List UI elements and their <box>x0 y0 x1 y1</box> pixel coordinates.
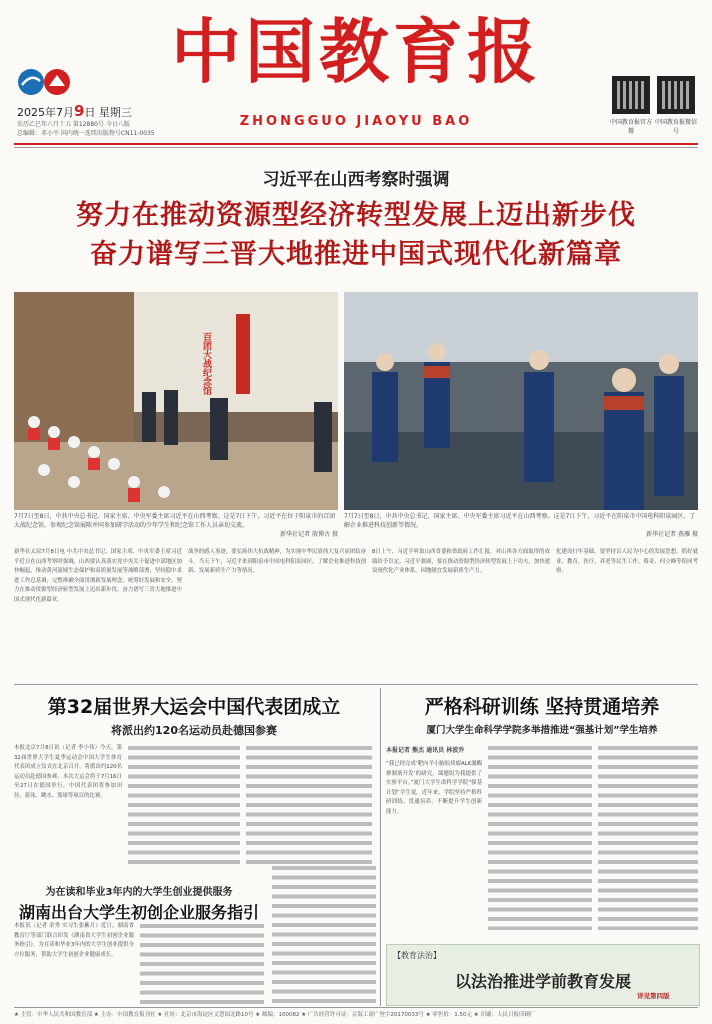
credit-left: 新华社记者 殷博古 摄 <box>280 531 338 538</box>
story-universiade-body-col-2 <box>128 746 240 864</box>
lead-kicker: 习近平在山西考察时强调 <box>262 170 450 190</box>
lead-body-col-3: 8日上午，习近平听取山西省委和省政府工作汇报，对山西各方面取得的成绩给予肯定。习近平强调，要在推动资源型经济转型发展上下功夫，加快建设现代化产业体系，因地制宜发展新质生产力。 <box>372 549 550 574</box>
story-hunan-title[interactable]: 湖南出台大学生初创企业服务指引 <box>18 903 259 922</box>
story-universiade-body-col-3 <box>246 746 372 864</box>
dateline <box>17 102 132 120</box>
footer-rule <box>14 1007 698 1008</box>
story-universiade-body: 本报北京7月8日讯（记者 李小伟）今天，第32届世界大学生夏季运动会中国大学生体育代表团成立仪式在北京召开，将派出约120名运动员赴德国参赛。本次大运会将于7月16日至27日在德国举行，中国代表团将参加田径、游泳、跳水、篮球等项目的比赛。 <box>14 745 122 799</box>
lead-body-col-1: 新华社太原7月8日电 中共中央总书记、国家主席、中央军委主席习近平近日在山西考察时强调，山西要认真落实党中央关于促进中部地区加快崛起、推动黄河流域生态保护和高质量发展等战略部署，坚持稳中求进工作总基调，完整准确全面贯彻新发展理念，统筹好发展和安全，努力在推动资源型经济转型发展上迈出新步伐，奋力谱写三晋大地推进中国式现代化新篇章。 <box>14 549 182 603</box>
masthead-rule <box>14 143 698 145</box>
story-xiamen-body-col-3 <box>598 746 698 930</box>
date-prefix: 2025年7月 <box>17 106 74 119</box>
credit-right: 新华社记者 燕雁 摄 <box>646 531 698 538</box>
story-xiamen-byline: 本报记者 熊杰 通讯员 林波乔 <box>386 747 465 754</box>
story-universiade-title[interactable]: 第32届世界大运会中国代表团成立 <box>47 696 341 718</box>
lead-body-col-4: 化建设打牢基础。要坚持以人民为中心的发展思想，抓好就业、教育、医疗、养老等民生工作。蔡奇、何立峰等陪同考察。 <box>556 549 698 574</box>
story-hunan-body-col-2 <box>140 924 264 1004</box>
weibo-qr-label: 中国教育报官方微 <box>609 119 652 135</box>
story-xiamen-title[interactable]: 严格科研训练 坚持贯通培养 <box>424 696 660 718</box>
wechat-qr-code[interactable] <box>657 76 695 114</box>
masthead-title: 中国教育报 <box>171 10 541 93</box>
weibo-qr-code[interactable] <box>612 76 650 114</box>
story-universiade-subtitle: 将派出约120名运动员赴德国参赛 <box>111 724 277 737</box>
story-universiade-continued <box>272 866 376 1004</box>
factory-scene-illustration <box>344 292 698 510</box>
masthead-rule-thin <box>14 147 698 148</box>
section-divider <box>14 684 698 685</box>
lead-photo-factory[interactable] <box>344 292 698 510</box>
promo-title: 以法治推进学前教育发展 <box>454 972 631 991</box>
caption-right: 7月7日至8日，中共中央总书记、国家主席、中央军委主席习近平在山西考察。这是7日下午，习近平在阳泉市中国电科阳泉园区，了解企业推进科技创新等情况。 <box>344 513 696 529</box>
museum-scene-illustration <box>14 292 338 510</box>
museum-banner-text: 百团大战纪念馆 <box>201 332 211 395</box>
lead-body-col-2: 战争的感人事迹。要弘扬伟大抗战精神，为实现中华民族伟大复兴而团结奋斗。当天下午，习近平来到阳泉市中国电科阳泉园区，了解企业推进科技创新、发展新质生产力等情况。 <box>188 549 366 574</box>
masthead-pinyin: ZHONGGUO JIAOYU BAO <box>239 114 473 129</box>
promo-box[interactable] <box>386 944 700 1006</box>
column-divider <box>380 688 381 1006</box>
editor-line: 总编辑：邓小平 国内统一连续出版物号CN11-0035 <box>17 130 155 137</box>
lead-headline-2: 奋力谱写三晋大地推进中国式现代化新篇章 <box>90 239 622 270</box>
promo-kicker: 【教育法治】 <box>393 951 441 960</box>
footer-info: ★ 主管：中华人民共和国教育部 ★ 主办：中国教育报刊社 ★ 社址：北京市海淀区文慧园北路10号 ★ 邮编：100082 ★ 广告经营许可证：京海工商广登字20170033号 ★ 零售价：1.50元 ★ 印刷：人民日报印刷厂 <box>14 1012 536 1018</box>
story-hunan-kicker: 为在读和毕业3年内的大学生创业提供服务 <box>45 887 233 898</box>
wechat-qr-label: 中国教育报微信号 <box>654 119 697 135</box>
lead-photo-museum[interactable] <box>14 292 338 510</box>
promo-footer[interactable]: 详见第四版 <box>637 992 670 1000</box>
lunar-date: 农历乙巳年六月十五 第12880号 今日八版 <box>17 121 130 128</box>
caption-left: 7月7日至8日，中共中央总书记、国家主席、中央军委主席习近平在山西考察。这是7日下午，习近平在位于阳泉市的百团大战纪念馆，参观纪念馆展陈并同参加研学活动的少年学生和纪念馆工作人员亲切交流。 <box>14 513 336 529</box>
date-day: 9 <box>74 102 85 120</box>
date-suffix: 日 星期三 <box>84 106 132 119</box>
story-xiamen-body: “我已经完成‘靶向羊小脑胶质瘤ALK激酶抑制剂开发’的研究，课题组为我提供了实验平台。”厦门大学生命科学学院“强基计划”学生说。近年来，学院坚持严格科研训练、贯通培养，不断提升学生创新能力。 <box>386 761 482 815</box>
story-xiamen-subtitle: 厦门大学生命科学学院多举措推进“强基计划”学生培养 <box>426 725 658 736</box>
lead-headline-1: 努力在推动资源型经济转型发展上迈出新步伐 <box>76 200 636 231</box>
story-xiamen-body-col-2 <box>488 746 592 930</box>
story-hunan-body: 本报讯（记者 余秀 实习生张紫月）近日，湖南省教育厅等部门联合印发《湖南省大学生初创企业服务指引》，为在读和毕业3年内的大学生创业提供全方位服务，帮助大学生初创企业健康成长。 <box>14 923 134 958</box>
